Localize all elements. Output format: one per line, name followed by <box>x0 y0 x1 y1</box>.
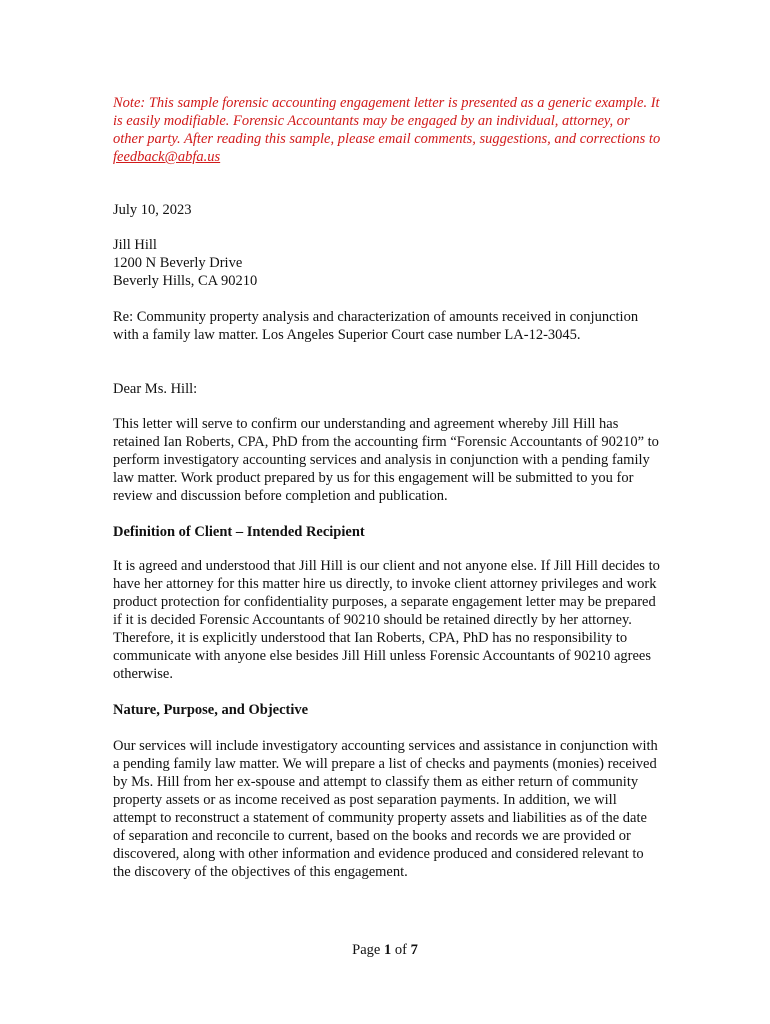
sample-note <box>113 94 661 166</box>
nature-purpose-paragraph: Our services will include investigatory accounting services and assistance in conjunction with a pending family law matter. We will prepare a list of checks and payments (monies) received by Ms. Hill from her ex-spouse and attempt to classify them as either return of community property assets or as income received as post separation payments. In addition, we will attempt to reconstruct a statement of community property assets and liabilities as of the date of separation and reconcile to current, based on the books and records we are provided or discovered, along with other information and evidence produced and considered relevant to the discovery of the objectives of this engagement. <box>113 738 658 880</box>
letter-date: July 10, 2023 <box>113 202 192 218</box>
page-current: 1 <box>383 942 392 958</box>
recipient-city: Beverly Hills, CA 90210 <box>113 273 258 289</box>
section-heading-nature: Nature, Purpose, and Objective <box>113 702 309 718</box>
feedback-email-link[interactable]: feedback@abfa.us <box>113 149 221 165</box>
note-text: Note: This sample forensic accounting engagement letter is presented as a generic example. It is easily modifiable. Forensic Accountants may be engaged by an individual, attorney, or other party. After reading this sample, please email comments, suggestions, and corrections to <box>113 95 661 147</box>
salutation: Dear Ms. Hill: <box>113 381 198 397</box>
client-definition-paragraph: It is agreed and understood that Jill Hill is our client and not anyone else. If Jill Hill decides to have her attorney for this matter hire us directly, to invoke client attorney privileges and work product protection for confidentiality purposes, a separate engagement letter may be prepared if it is decided Forensic Accountants of 90210 should be retained directly by her attorney. Therefore, it is explicitly understood that Ian Roberts, CPA, PhD has no responsibility to communicate with anyone else besides Jill Hill unless Forensic Accountants of 90210 agrees otherwise. <box>113 558 660 682</box>
of-label: of <box>394 942 407 958</box>
intro-paragraph: This letter will serve to confirm our understanding and agreement whereby Jill Hill has retained Ian Roberts, CPA, PhD from the accounting firm “Forensic Accountants of 90210” to perform investigatory accounting services and analysis in conjunction with a pending family law matter. Work product prepared by us for this engagement will be submitted to you for review and discussion before completion and publication. <box>113 416 659 504</box>
subject-line: Re: Community property analysis and characterization of amounts received in conjunction with a family law matter. Los Angeles Superior Court case number LA-12-3045. <box>113 309 639 343</box>
recipient-street: 1200 N Beverly Drive <box>113 255 243 271</box>
section-heading-client: Definition of Client – Intended Recipient <box>113 524 365 540</box>
recipient-name: Jill Hill <box>113 237 157 253</box>
page-total: 7 <box>410 942 418 958</box>
recipient-address <box>113 236 661 290</box>
page-label: Page <box>352 942 381 958</box>
page-number <box>0 942 770 959</box>
